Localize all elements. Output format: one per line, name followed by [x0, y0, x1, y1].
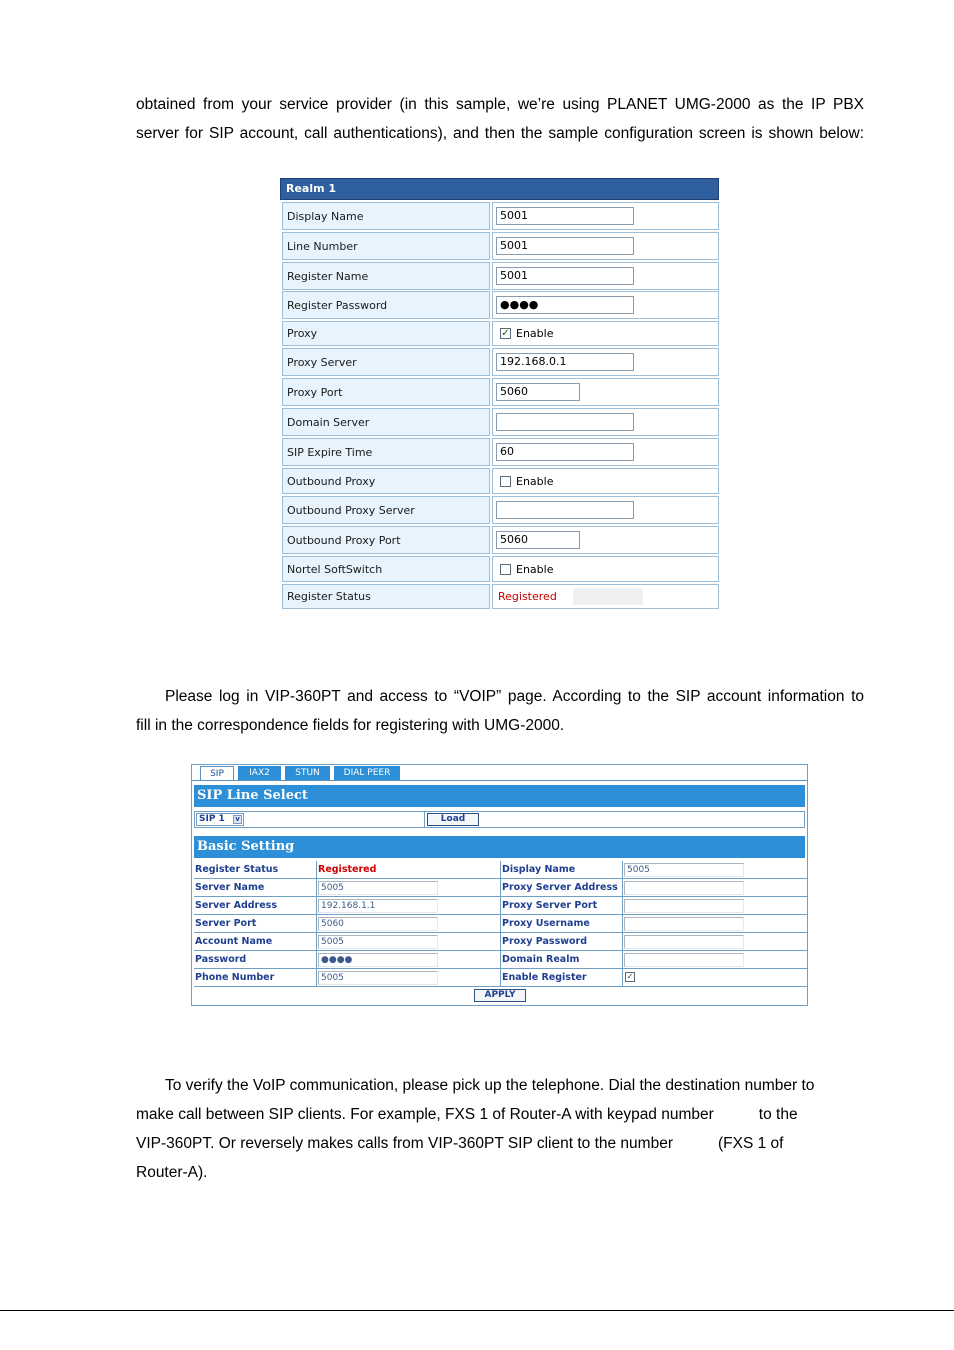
basic-setting-input[interactable]: 5005 [318, 881, 438, 895]
realm-row [280, 232, 719, 260]
basic-setting-value-cell [622, 915, 807, 933]
paragraph-3-line-2: make call between SIP clients. For example, FXS 1 of Router-A with keypad number to the [136, 1106, 798, 1123]
realm-enable-checkbox[interactable] [500, 564, 511, 575]
realm-field-value-cell [492, 526, 719, 554]
realm-field-value-cell [492, 262, 719, 290]
select-divider [424, 812, 425, 827]
footer-rule [0, 1310, 954, 1311]
realm-field-label: Outbound Proxy Server [282, 496, 490, 524]
realm-row [280, 321, 719, 346]
basic-setting-value-cell [316, 915, 500, 933]
basic-setting-label: Proxy Server Port [500, 897, 622, 915]
realm-row [280, 378, 719, 406]
realm-field-label: Register Password [282, 291, 490, 319]
realm-field-label: Display Name [282, 202, 490, 230]
realm-field-value-cell [492, 496, 719, 524]
basic-setting-input[interactable]: 192.168.1.1 [318, 899, 438, 913]
realm-enable-checkbox[interactable]: ✓ [501, 328, 510, 339]
basic-setting-input[interactable]: 5005 [624, 863, 744, 877]
realm-field-value-cell [492, 202, 719, 230]
status-background-bar [573, 588, 643, 605]
basic-setting-value-cell [316, 951, 500, 969]
basic-setting-label: Password [194, 951, 316, 969]
basic-setting-value-cell [316, 969, 500, 987]
tab-sip[interactable]: SIP [200, 766, 234, 780]
basic-setting-header: Basic Setting [194, 836, 805, 858]
basic-setting-input[interactable] [624, 935, 744, 949]
realm-field-input[interactable]: 5060 [496, 531, 580, 549]
register-status-value: Registered [318, 864, 377, 875]
realm-field-label: Outbound Proxy Port [282, 526, 490, 554]
realm-register-status: Registered [498, 590, 557, 603]
realm-row [280, 408, 719, 436]
realm-field-value-cell [492, 348, 719, 376]
realm-field-label: Proxy Server [282, 348, 490, 376]
tab-divider [192, 780, 807, 781]
basic-setting-input[interactable] [624, 899, 744, 913]
realm-row [280, 262, 719, 290]
basic-setting-label: Register Status [194, 861, 316, 879]
realm-field-label: Proxy [282, 321, 490, 346]
paragraph-3-line-3: VIP-360PT. Or reversely makes calls from VIP-360PT SIP client to the number (FXS 1 of [136, 1135, 784, 1152]
tab-stun[interactable]: STUN [285, 766, 330, 780]
basic-setting-value-cell [316, 933, 500, 951]
basic-setting-label: Proxy Password [500, 933, 622, 951]
paragraph-3-line-1: To verify the VoIP communication, please pick up the telephone. Dial the destination number to [165, 1077, 815, 1094]
realm-field-value-cell [492, 556, 719, 582]
apply-row [194, 987, 805, 1005]
sip-line-select-value: SIP 1 [199, 814, 225, 824]
basic-setting-label: Display Name [500, 861, 622, 879]
sip-line-select[interactable] [196, 813, 244, 826]
basic-setting-input[interactable] [624, 917, 744, 931]
realm-row [280, 291, 719, 319]
realm-field-value-cell [492, 232, 719, 260]
realm-enable-label: Enable [516, 562, 554, 576]
realm-field-input[interactable]: 5001 [496, 267, 634, 285]
basic-setting-value-cell [622, 969, 807, 987]
vip-voip-panel [191, 764, 808, 1006]
chevron-down-icon[interactable]: v [233, 815, 242, 824]
basic-setting-value-cell [622, 897, 807, 915]
basic-setting-input[interactable]: ●●●● [318, 953, 438, 967]
paragraph-1-line-1: obtained from your service provider (in this sample, we’re using PLANET UMG-2000 as the IP PBX [136, 96, 864, 113]
apply-button[interactable]: APPLY [474, 989, 526, 1002]
realm-field-label: Line Number [282, 232, 490, 260]
basic-setting-label: Domain Realm [500, 951, 622, 969]
realm-row [280, 496, 719, 524]
realm-field-input[interactable]: 5001 [496, 207, 634, 225]
basic-setting-value-cell [316, 861, 500, 879]
basic-setting-value-cell [622, 933, 807, 951]
realm-field-value-cell [492, 408, 719, 436]
realm-config-panel [280, 178, 719, 611]
paragraph-3-line-4: Router-A). [136, 1164, 208, 1181]
realm-field-label: Nortel SoftSwitch [282, 556, 490, 582]
realm-field-value-cell [492, 321, 719, 346]
realm-field-label: Register Name [282, 262, 490, 290]
realm-field-label: Outbound Proxy [282, 468, 490, 494]
realm-row [280, 438, 719, 466]
realm-field-value-cell [492, 468, 719, 494]
realm-enable-checkbox[interactable] [500, 476, 511, 487]
paragraph-1-line-2: server for SIP account, call authentications), and then the sample configuration screen is shown below: [136, 125, 864, 142]
basic-setting-label: Phone Number [194, 969, 316, 987]
basic-setting-label: Account Name [194, 933, 316, 951]
realm-field-label: Proxy Port [282, 378, 490, 406]
realm-field-input[interactable] [496, 501, 634, 519]
realm-row [280, 202, 719, 230]
realm-row [280, 526, 719, 554]
realm-title: Realm 1 [280, 178, 719, 200]
realm-field-value-cell [492, 438, 719, 466]
basic-setting-value-cell [622, 861, 807, 879]
tab-iax2[interactable]: IAX2 [238, 766, 281, 780]
basic-setting-label: Server Port [194, 915, 316, 933]
basic-setting-input[interactable]: 5060 [318, 917, 438, 931]
basic-setting-label: Proxy Server Address [500, 879, 622, 897]
sip-line-select-row [194, 811, 805, 828]
realm-field-input[interactable]: ●●●● [496, 296, 634, 314]
basic-setting-input[interactable]: 5005 [318, 935, 438, 949]
realm-field-value-cell [492, 378, 719, 406]
basic-setting-value-cell [622, 951, 807, 969]
realm-field-input[interactable]: 5060 [496, 383, 580, 401]
realm-row [280, 348, 719, 376]
realm-row [280, 468, 719, 494]
basic-setting-value-cell [316, 879, 500, 897]
basic-setting-input[interactable]: 5005 [318, 971, 438, 985]
basic-setting-label: Proxy Username [500, 915, 622, 933]
basic-setting-input[interactable] [624, 881, 744, 895]
realm-field-input[interactable]: 192.168.0.1 [496, 353, 634, 371]
realm-field-label: Register Status [282, 584, 490, 609]
sip-line-select-header: SIP Line Select [194, 785, 805, 807]
basic-setting-label: Server Address [194, 897, 316, 915]
paragraph-2-line-2: fill in the correspondence fields for registering with UMG-2000. [136, 717, 565, 734]
realm-field-input[interactable]: 5001 [496, 237, 634, 255]
paragraph-2-line-1: Please log in VIP-360PT and access to “VOIP” page. According to the SIP account information to [165, 688, 864, 705]
basic-setting-value-cell [622, 879, 807, 897]
basic-setting-label: Enable Register [500, 969, 622, 987]
realm-field-label: Domain Server [282, 408, 490, 436]
tab-dial-peer[interactable]: DIAL PEER [334, 766, 400, 780]
enable-register-checkbox[interactable]: ✓ [626, 972, 634, 981]
realm-field-value-cell [492, 584, 719, 609]
basic-setting-grid [194, 861, 805, 987]
realm-enable-label: Enable [516, 327, 554, 340]
realm-enable-label: Enable [516, 474, 554, 488]
realm-row [280, 584, 719, 609]
realm-field-input[interactable]: 60 [496, 443, 634, 461]
realm-row [280, 556, 719, 582]
load-button[interactable]: Load [427, 813, 479, 826]
basic-setting-label: Server Name [194, 879, 316, 897]
realm-field-value-cell [492, 291, 719, 319]
realm-field-input[interactable] [496, 413, 634, 431]
realm-field-label: SIP Expire Time [282, 438, 490, 466]
basic-setting-value-cell [316, 897, 500, 915]
basic-setting-input[interactable] [624, 953, 744, 967]
